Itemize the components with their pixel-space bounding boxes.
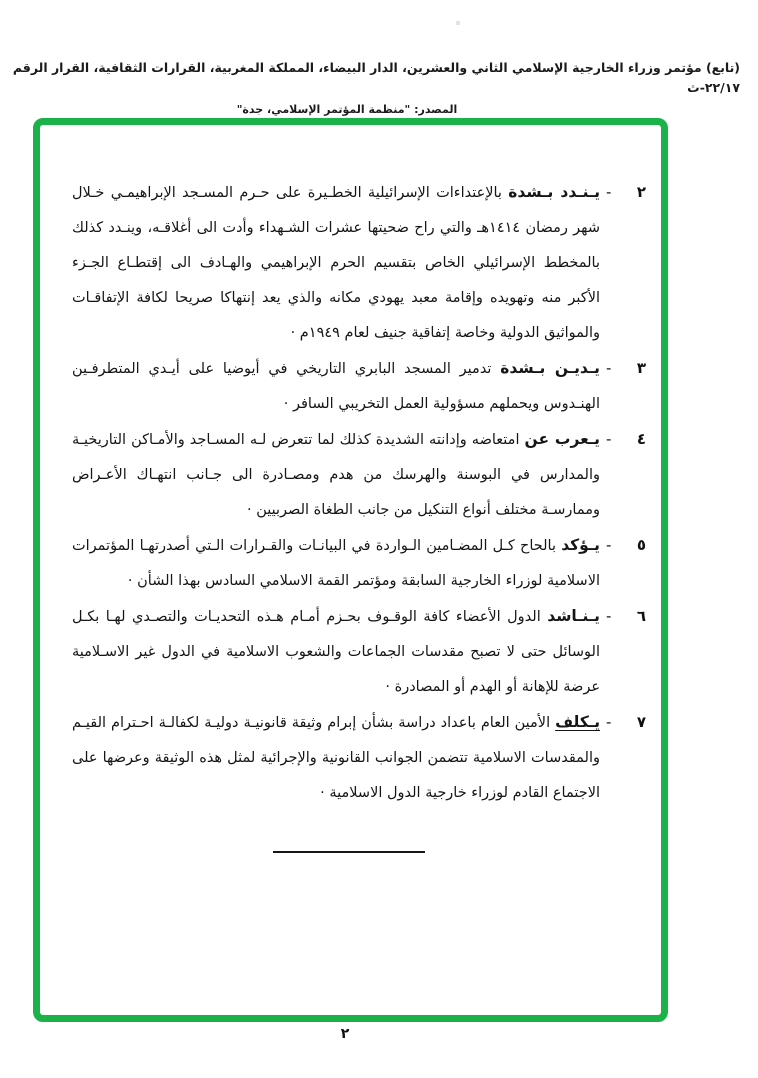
item-number: ٧ (636, 713, 646, 731)
item-number: ٣ (636, 359, 646, 377)
item-marker (600, 599, 646, 705)
item-text: بالإعتداءات الإسرائيلية الخطـيرة على حـرم المسـجد الإبراهيمـي خـلال شهر رمضان ١٤١٤هـ والتي راح ضحيتها عشرات الشـهداء وأدت الى أغلاقـه، وينـدد كذلك بالمخطط الإسرائيلي الخاص بتقسيم الحرم الإبراهيمي والهـادف الى إقتطـاع الجـزء الأكبر منه وتهويده وإقامة معبد يهودي مكانه والذي يعد إنتهاكا صريحا لكافة الإتفاقـات والمواثيق الدولية وخاصة إتفاقية جنيف لعام ١٩٤٩م · (72, 185, 600, 341)
item-lead-word: يـنـدد بـشدة (508, 183, 601, 201)
item-paragraph (72, 175, 600, 351)
resolution-item (72, 599, 646, 705)
item-dash: - (606, 359, 612, 377)
item-number: ٦ (636, 607, 646, 625)
item-paragraph (72, 599, 600, 705)
item-paragraph (72, 351, 600, 422)
item-number: ٤ (636, 430, 646, 448)
item-dash: - (606, 536, 612, 554)
item-dash: - (606, 607, 612, 625)
resolution-item (72, 422, 646, 528)
end-of-text-rule (273, 851, 425, 853)
item-lead-word: يـعرب عن (524, 430, 600, 448)
item-text: امتعاضه وإدانته الشديدة كذلك لما تتعرض لـه المسـاجد والأمـاكن التاريخيـة والمدارس في البوسنة والهرسك من هدم ومصـادرة الى جـانب انتهـاك الأعـراض وممارسـة مختلف أنواع التنكيل من جانب الطغاة الصربيين · (72, 432, 600, 518)
item-lead-word: يـديـن بـشدة (500, 359, 601, 377)
item-lead-word: يـؤكد (561, 536, 600, 554)
page-number: ٢ (340, 1026, 350, 1042)
item-paragraph (72, 422, 600, 528)
item-marker (600, 422, 646, 528)
resolution-item (72, 528, 646, 599)
item-marker (600, 705, 646, 811)
header-conference-line: (تابع) مؤتمر وزراء الخارجية الإسلامي الثاني والعشرين، الدار البيضاء، المملكة المغربية، القرارات الثقافية، القرار الرقم ٢٢/١٧-ث (12, 60, 740, 95)
item-dash: - (606, 713, 612, 731)
item-marker (600, 351, 646, 422)
resolution-list (72, 175, 646, 811)
scan-speck (456, 21, 460, 25)
item-marker (600, 175, 646, 351)
item-lead-word: يـكلف (555, 713, 601, 731)
item-dash: - (606, 430, 612, 448)
resolution-item (72, 175, 646, 351)
header-source-line: المصدر: "منظمة المؤتمر الإسلامي، جدة" (236, 103, 458, 116)
resolution-item (72, 705, 646, 811)
item-text: تدمير المسجد البابري التاريخي في أيوضيا على أيـدي المتطرفـين الهنـدوس ويحملهم مسؤولية العمل التخريبي السافر · (72, 361, 600, 412)
item-number: ٢ (636, 183, 646, 201)
resolution-item (72, 351, 646, 422)
item-text: بالحاح كـل المضـامين الـواردة في البيانـات والقـرارات الـتي أصدرتهـا المؤتمرات الاسلامية لوزراء الخارجية السابقة ومؤتمر القمة الاسلامي السادس بهذا الشأن · (72, 538, 600, 589)
item-text: الدول الأعضاء كافة الوقـوف بحـزم أمـام هـذه التحديـات والتصـدي لهـا بكـل الوسائل حتى لا تصبح مقدسات الجماعات والشعوب الاسلامية في الدول غير الاسـلامية عرضة للإهانة أو الهدم أو المصادرة · (72, 609, 600, 695)
item-lead-word: يـنـاشد (547, 607, 600, 625)
item-marker (600, 528, 646, 599)
content-border-box (33, 118, 668, 1022)
item-paragraph (72, 528, 600, 599)
item-number: ٥ (636, 536, 646, 554)
document-header (0, 58, 758, 116)
item-dash: - (606, 183, 612, 201)
item-paragraph (72, 705, 600, 811)
item-text: الأمين العام باعداد دراسة بشأن إبرام وثيقة قانونيـة دوليـة لكفالـة احـترام القيـم والمقدسات الاسلامية تتضمن الجوانب القانونية والإجرائية لمثل هذه الوثيقة وعرضها على الاجتماع القادم لوزراء خارجية الدول الاسلامية · (72, 715, 600, 801)
